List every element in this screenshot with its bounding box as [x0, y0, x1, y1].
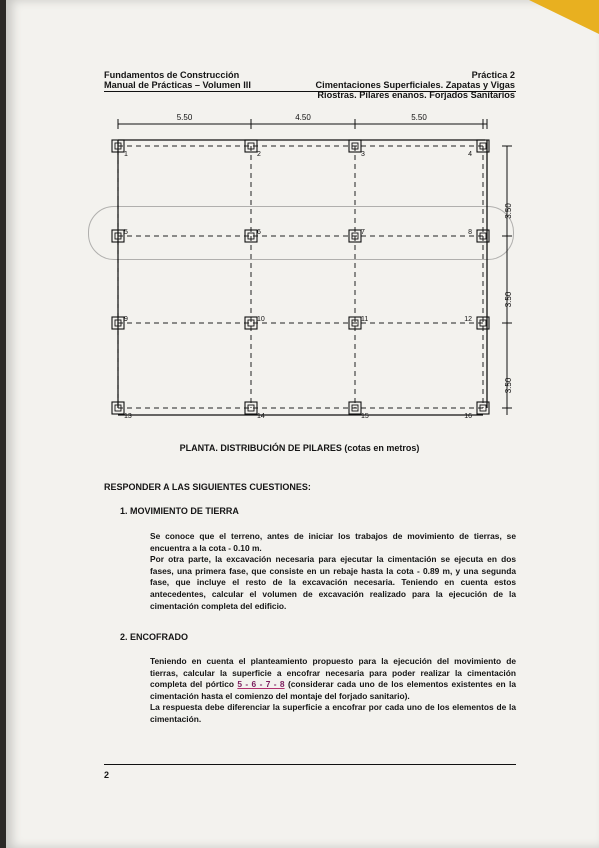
- top-dimension-label: 4.50: [295, 113, 311, 122]
- pillar-number-label: 7: [361, 229, 365, 236]
- portico-highlight: 5 - 6 - 7 - 8: [237, 679, 285, 690]
- header-topic-line1: Cimentaciones Superficiales. Zapatas y Vigas: [315, 80, 515, 90]
- pillar-number-label: 13: [124, 413, 132, 420]
- pillar-number-label: 15: [361, 413, 369, 420]
- pillar-number-label: 12: [464, 316, 472, 323]
- pillar-number-label: 4: [468, 151, 472, 158]
- pillar-number-label: 8: [468, 229, 472, 236]
- section-title-movimiento: 1. MOVIMIENTO DE TIERRA: [120, 506, 239, 516]
- pillar-number-label: 3: [361, 151, 365, 158]
- section2-body: [150, 656, 516, 726]
- side-dimension-label: 3.50: [504, 291, 513, 308]
- section-title-encofrado: 2. ENCOFRADO: [120, 632, 189, 642]
- q2-paragraph-2: La respuesta debe diferenciar la superficie a encofrar por cada uno de los elementos de la cimentación.: [150, 702, 516, 724]
- pillar-number-label: 11: [361, 316, 369, 323]
- pillar-number-label: 1: [124, 151, 128, 158]
- pillar-number-label: 5: [124, 229, 128, 236]
- header-practice-number: Práctica 2: [471, 70, 515, 80]
- footer-rule: [104, 764, 516, 765]
- pillar-number-label: 14: [257, 413, 265, 420]
- q1-paragraph-2: Por otra parte, la excavación necesaria para ejecutar la cimentación se ejecuta en dos fases, una primera fase, que consiste en un rebaje hasta la cota - 0.89 m, y una segunda fase, que incluye el resto de la excavación necesaria. Teniendo en cuenta estos antecedentes, calcular el volumen de excavación realizado para la ejecución de la cimentación completa del edificio.: [150, 554, 516, 611]
- side-dimension-label: 3.50: [504, 377, 513, 394]
- plan-caption: PLANTA. DISTRIBUCIÓN DE PILARES (cotas en metros): [179, 443, 420, 453]
- header-manual-title: Manual de Prácticas – Volumen III: [104, 80, 251, 90]
- pillar-number-label: 6: [257, 229, 261, 236]
- section1-body: [150, 531, 516, 612]
- q2-text-b: (considerar cada uno de los elementos existentes en la cimentación hasta el comienzo del montaje del forjado sanitario).: [150, 679, 516, 701]
- page-number: 2: [104, 770, 110, 780]
- header-topic-line2: Riostras. Pilares enanos. Forjados Sanitarios: [317, 90, 515, 100]
- pillar-number-label: 16: [464, 413, 472, 420]
- questions-heading: RESPONDER A LAS SIGUIENTES CUESTIONES:: [104, 482, 311, 492]
- side-dimension-label: 3.50: [504, 203, 513, 219]
- top-dimension-label: 5.50: [176, 113, 193, 122]
- header-course-title: Fundamentos de Construcción: [104, 70, 240, 80]
- pillar-number-label: 10: [257, 316, 265, 323]
- q1-paragraph-1: Se conoce que el terreno, antes de iniciar los trabajos de movimiento de tierras, se encuentra a la cota - 0.10 m.: [150, 531, 516, 553]
- top-dimension-label: 5.50: [411, 113, 427, 122]
- q2-text-a: Teniendo en cuenta el planteamiento propuesto para la ejecución del movimiento de tierras, calcular la superficie a encofrar necesaria para poder realizar la cimentación completa del pórtico: [150, 656, 516, 690]
- q2-paragraph-1: [150, 656, 516, 702]
- pillar-number-label: 9: [124, 316, 128, 323]
- pillar-number-label: 2: [257, 151, 261, 158]
